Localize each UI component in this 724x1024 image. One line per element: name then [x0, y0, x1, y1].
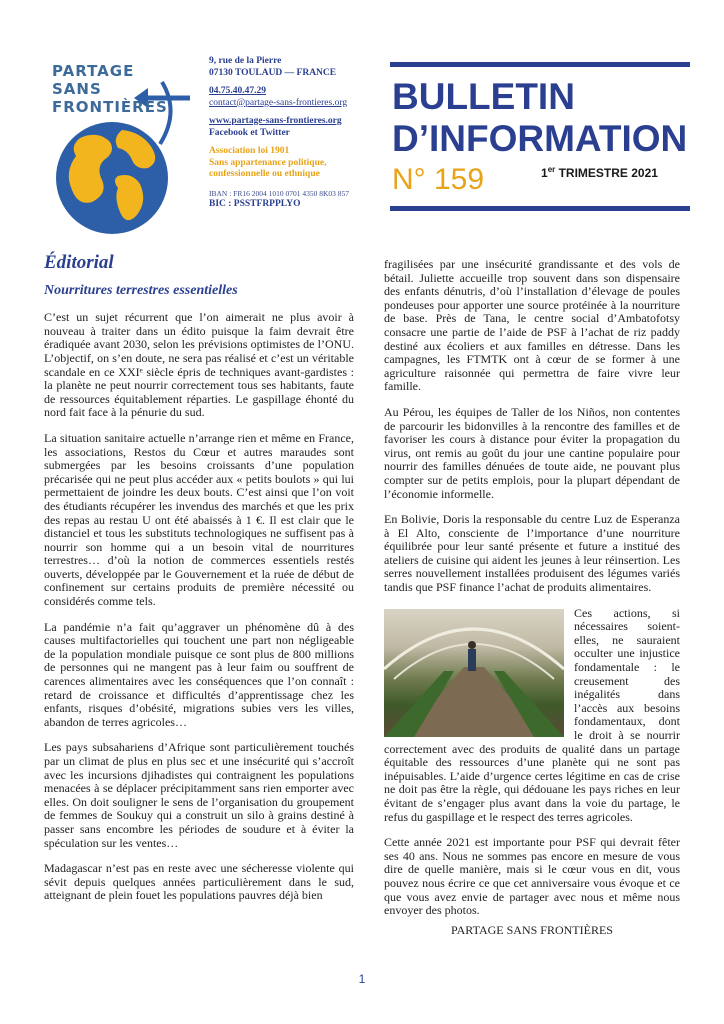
bulletin-title — [392, 76, 712, 160]
editorial-heading: Éditorial — [44, 252, 114, 273]
paragraph: C’est un sujet récurrent que l’on aimerait ne plus avoir à nouveau à traiter dans un édito puisque la faim devrait être éradiquée avant 2030, selon les prévisions optimistes de l’ONU. L’objectif, on s’en doute, ne sera pas réalisé et c’est un véritable scandale en ce XXIᵉ siècle épris de techniques avant-gardistes : la planète ne peut nourrir correctement tous ses habitants, faute de ressources équitablement réparties. Le gaspillage éhonté du nord fait face à la pénurie du sud. — [44, 310, 354, 420]
trimestre-sup: er — [547, 165, 556, 174]
page-number: 1 — [358, 972, 366, 986]
logo-line-2: SANS — [52, 80, 102, 98]
paragraph: En Bolivie, Doris la responsable du centre Luz de Esperanza à El Alto, consciente de l’importance d’une nourriture équilibrée pour leur santé présente et future a institué des ateliers de cuisine qui aident les jeunes à leur réinsertion. Les serres nouvellement installées produisent des légumes variés tandis que PSF finance l’achat de produits alimentaires. — [384, 512, 680, 595]
address-line-2: 07130 TOULAUD — FRANCE — [209, 67, 337, 78]
bic-text: BIC : PSSTFRPPLYO — [209, 199, 301, 209]
title-rule-bottom — [390, 206, 690, 211]
association-line-3: confessionnelle ou ethnique — [209, 169, 320, 179]
paragraph: Au Pérou, les équipes de Taller de los Niños, non contentes de parcourir les bidonvilles à la rencontre des familles et de favoriser les cours à distance pour éviter la propagation du virus, ont remis au goût du jour une cantine populaire pour nourrir des familles dénuées de toute aide, ne pouvant plus compter sur de petits emplois, pour la plupart dépendant de l’économie informelle. — [384, 404, 680, 501]
iban-text: IBAN : FR16 2004 1010 0701 4350 8K03 857 — [209, 188, 350, 198]
paragraph: Ces actions, si nécessaires soient-elles, ne sauraient occulter une injustice fondamentale : le creusement des inégalités dans l’accès aux besoins fondamentaux, dont le droit à se nourrir correctement avec des produits de qualité dans un partage équitable des ressources d’une planète qui ne sont pas inépuisables. L’aide d’urgence certes légitime en cas de crise ne doit pas être la règle, qui dédouane les pays riches en leur évitant de s’engager plus avant dans la voie du partage, le refus du gaspillage et le respect des terres agricoles. — [384, 605, 680, 824]
issue-number: N° 159 — [392, 163, 485, 196]
editorial-subheading: Nourritures terrestres essentielles — [44, 282, 238, 298]
left-column — [44, 252, 354, 903]
logo — [40, 58, 200, 238]
title-line-1: BULLETIN — [392, 76, 575, 117]
trimestre-num: 1 — [541, 166, 548, 180]
paragraph: fragilisées par une insécurité grandissante et des vols de bétail. Juliette accueille trop souvent dans son dispensaire des enfants dénutris, d’où l’installation d’élevage de poules pondeuses pour apporter une source protéinée à la nourriture de base. Près de Tana, le centre social d’Ambatofotsy consacre une partie de l’aide de PSF à l’achat de riz paddy destiné aux écoliers et aux familles en détresse. Dans les campagnes, les FTMTK ont à cœur de se former à une agriculture raisonnée qui permettra de faire vivre leur famille. — [384, 257, 680, 394]
email-link[interactable]: contact@partage-sans-frontieres.org — [209, 97, 348, 108]
paragraph: Madagascar n’est pas en reste avec une sécheresse violente qui sévit depuis quelques années particulièrement dans le sud, atteignant de plein fouet les populations pauvres déjà bien — [44, 861, 354, 903]
title-line-2: D’INFORMATION — [392, 118, 688, 159]
association-line-2: Sans appartenance politique, — [209, 157, 327, 168]
phone-link[interactable]: 04.75.40.47.29 — [209, 86, 266, 96]
logo-line-1: PARTAGE — [52, 62, 135, 80]
paragraph: La pandémie n’a fait qu’aggraver un phénomène dû à des causes multifactorielles qui touchent une part non négligeable de la population mondiale puisque ce sont plus de 800 millions de personnes qui ne mangent pas à leur faim ou souffrent de carences alimentaires avec les conséquences que l’on connaît : retard de croissance et difficultés d’apprentissage chez les enfants, risques d’obésité, migrations subies vers les villes, abandon de terres agricoles… — [44, 619, 354, 729]
signature: PARTAGE SANS FRONTIÈRES — [451, 922, 613, 937]
paragraph: Cette année 2021 est importante pour PSF qui devrait fêter ses 40 ans. Nous ne sommes pas encore en mesure de vous dire de quelle manière, mais si le cœur vous en dit, vous pouvez nous écrire ce que cet anniversaire vous évoque et ce que vous avez envie de partager avec nous et même nous envoyer des photos. — [384, 835, 680, 918]
association-line-1: Association loi 1901 — [209, 146, 290, 156]
logo-line-3: FRONTIÈRES — [52, 98, 168, 116]
trimestre-text: TRIMESTRE 2021 — [555, 166, 658, 180]
right-column — [384, 258, 680, 937]
paragraph: La situation sanitaire actuelle n’arrange rien et même en France, les associations, Restos du Cœur et autres maraudes sont submergées par les besoins croissants d’une population précarisée qui ne peut plus accéder aux « petits boulots » qui lui permettaient de joindre les deux bouts. C’est ainsi que l’on voit des étudiants récupérer les invendus des marchés et que les prix des repas au restau U ont été abaissés à 1 €. Il est clair que le distanciel et tous les substituts technologiques ne suffisent pas à nourrir son homme qui a un besoin vital de nourritures terrestres… d’où la notion de commerces essentiels restés ouverts, développée par le Gouvernement et la ruée de début de confinement sur certains produits de première nécessité ou considérés comme tels. — [44, 430, 354, 609]
contact-block — [209, 56, 379, 211]
trimestre-label — [541, 165, 658, 180]
title-rule-top — [390, 62, 690, 67]
website-link[interactable]: www.partage-sans-frontieres.org — [209, 116, 342, 126]
greenhouse-illustration — [384, 609, 564, 737]
greenhouse-photo — [384, 609, 564, 737]
paragraph: Les pays subsahariens d’Afrique sont particulièrement touchés par un climat de plus en plus sec et une insécurité qui s’accroît avec les incursions djihadistes qui contraignent les populations menacées à se déplacer précipitamment sans rien emporter avec elles. On doit souligner le sens de l’organisation du groupement de femmes de Soukuy qui a construit un silo à grains destiné à passer sans encombre les périodes de soudure et à éviter la spéculation sur les ventes… — [44, 740, 354, 850]
address-line-1: 9, rue de la Pierre — [209, 56, 282, 66]
social-text: Facebook et Twitter — [209, 127, 290, 138]
